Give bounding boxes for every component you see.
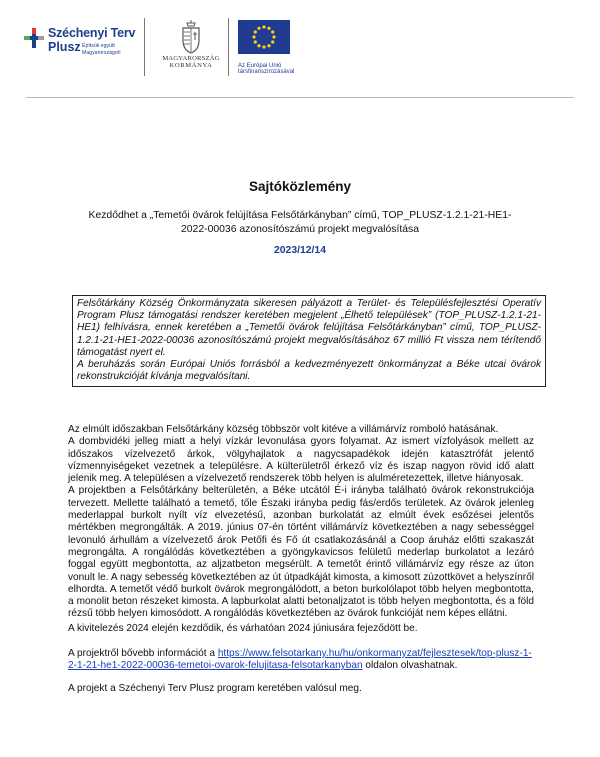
- schedule-paragraph: A kivitelezés 2024 elején kezdődik, és várhatóan 2024 júniusára fejeződött be.: [68, 623, 418, 634]
- header-divider: [228, 18, 229, 76]
- szechenyi-logo-line2: Plusz: [48, 40, 81, 54]
- eu-line2: társfinanszírozásával: [238, 69, 295, 75]
- more-info-suffix: oldalon olvashatnak.: [362, 660, 458, 672]
- magyarorszag-kormanya-logo: [156, 20, 226, 80]
- summary-box: [72, 295, 546, 387]
- eu-flag-icon: [238, 20, 290, 54]
- more-info-paragraph: [68, 648, 534, 673]
- summary-paragraph-1: Felsőtárkány Község Önkormányzata sikeresen pályázott a Terület- és Településfejlesztési Operatív Program Plusz támogatási rendszer keretében megjelent „Élhető települések” (TOP_PLUSZ-1.2.1-21-HE1) felhívásra, ennek keretében a „Temetői övárok felújítása Felsőtárkányban” című, TOP_PLUSZ-1.2.1-21-HE1-2022-00036 azonosítószámú projekt megvalósításához 67 millió Ft vissza nem térítendő támogatást nyert el.: [77, 298, 541, 358]
- szechenyi-logo-tagline1: Építsük együtt: [82, 43, 115, 49]
- project-link[interactable]: https://www.felsotarkany.hu/hu/onkormanyzat/fejlesztesek/top-plusz-1-2-1-21-he1-2022-00036-temetoi-ovarok-felujitasa-felsotarkanyban: [68, 648, 532, 672]
- szechenyi-logo-tagline2: Magyarországot!: [82, 50, 121, 56]
- body-paragraph-1: Az elmúlt időszakban Felsőtárkány község többször volt kitéve a villámárvíz romboló hatásának.: [68, 424, 499, 435]
- eu-cofinancing-logo: [238, 20, 308, 82]
- szechenyi-terv-plusz-logo: [24, 26, 134, 74]
- kormany-line2: KORMÁNYA: [169, 62, 213, 69]
- kormany-line1: MAGYARORSZÁG: [162, 55, 220, 62]
- eu-line1: Az Európai Unió: [238, 63, 282, 69]
- header-divider: [144, 18, 145, 76]
- szechenyi-logo-line1: Széchenyi Terv: [48, 26, 136, 40]
- szechenyi-cross-icon: [24, 28, 44, 48]
- body-paragraph-3: A projektben a Felsőtárkány belterületén, a Béke utcától É-i irányba található övárok rekonstrukciója tervezett. Mellette található a temető, tőle Északi irányba pedig fás/erdős területek. Az övárok jelenleg mederlappal burkolt nyílt víz elvezetésű, azonban burkolatát az elmúlt évek esőzései jelentős mértékben megrongálták. A 2019. június 07-én történt villámárvíz következtében a nagy sebességgel levonuló árhullám a vízelvezető árok Petőfi és Fő út csatlakozásánál a Coop áruház előtti szakaszát megrongálta. A rongálódás következtében a gyöngykavicsos felületű mederlap burkolatot a lezáró foggal együtt megbontotta, az aljzatbeton megsérült. A temetőt érintő villámárvíz egy része az úton vonult le. A nagy sebesség következtében az út útpadkáját kimosta, a kimosott zúzottkövet a helyszínről elhordta. A temetőt védő burkolt övárok megrongálódott, a beton burkolólapot több helyen megbontotta, a monolit beton részeket kimosta. A lapburkolat alatti betonaljzatot is több helyen megbontotta, és a föld rézsű több helyen kimosódott. A rongálódás következtében az övárok funkcióját nem képes ellátni.: [68, 485, 534, 620]
- body-text: [68, 424, 534, 621]
- summary-paragraph-2: A beruházás során Európai Uniós forrásból a kedvezményezett önkormányzat a Béke utcai övárok rekonstrukcióját kívánja megvalósítani.: [77, 359, 541, 383]
- closing-paragraph: A projekt a Széchenyi Terv Plusz program keretében valósul meg.: [68, 683, 362, 694]
- page-title: Sajtóközlemény: [248, 179, 352, 194]
- press-release-date: 2023/12/14: [273, 245, 326, 256]
- header-rule: [26, 97, 574, 98]
- more-info-prefix: A projektről bővebb információt a: [68, 648, 218, 659]
- coat-of-arms-icon: [180, 20, 202, 54]
- page-subtitle: Kezdődhet a „Temetői övárok felújítása Felsőtárkányban” című, TOP_PLUSZ-1.2.1-21-HE1-2022-00036 azonosítószámú projekt megvalósítása: [88, 210, 512, 235]
- body-paragraph-2: A dombvidéki jelleg miatt a helyi vízkár levonulása gyors folyamat. Az ismert vízfolyások mellett az időszakos vízelvezető árkok, völgyhajlatok a nagycsapadékok idején katasztrófát jelentő vízmennyiségeket vezetnek a településre. A külterületről érkező víz és iszap nagyon rövid idő alatt jelenik meg. A településen a vízelvezető rendszerek több helyen is alulméretezettek, illetve hiányosak.: [68, 436, 534, 485]
